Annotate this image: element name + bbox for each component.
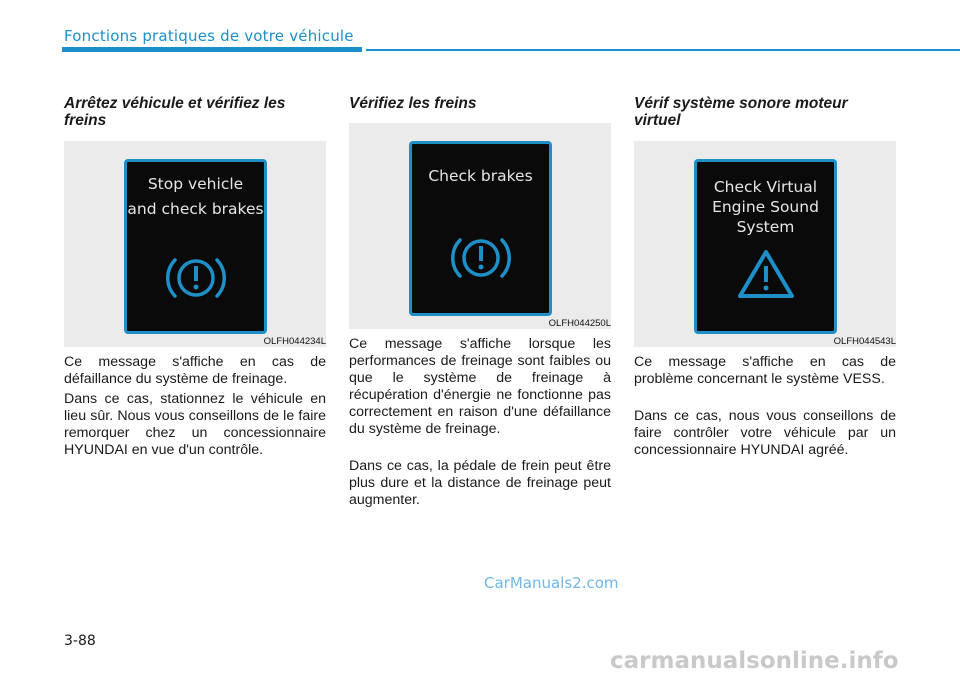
brake-warning-icon — [165, 252, 227, 304]
header-title: Fonctions pratiques de votre véhicule — [64, 27, 354, 45]
warning-triangle-icon — [736, 248, 796, 300]
page-number: 3-88 — [64, 633, 96, 649]
display-line: System — [736, 218, 795, 236]
paragraph: Dans ce cas, nous vous conseillons de faire contrôler votre véhicule par un concessionnaire HYUNDAI agréé. — [634, 408, 896, 458]
figure — [64, 141, 326, 347]
section-heading: Vérifiez les freins — [349, 95, 477, 112]
paragraph: Ce message s'affiche lorsque les performances de freinage sont faibles ou que le système de freinage à récupération d'énergie ne fonctionne pas correctement en raison d'une défaillance du système de freinage. — [349, 336, 611, 437]
figure-code: OLFH044543L — [833, 336, 896, 347]
display-line: Engine Sound — [712, 198, 819, 216]
paragraph: Ce message s'affiche en cas de défaillance du système de freinage. — [64, 354, 326, 387]
watermark: CarManuals2.com — [484, 574, 619, 592]
display-line: Stop vehicle — [147, 175, 244, 193]
figure-code: OLFH044250L — [548, 318, 611, 329]
footer-watermark: carmanualsonline.info — [610, 648, 899, 674]
figure-code: OLFH044234L — [263, 336, 326, 347]
cluster-display — [409, 141, 552, 316]
brake-warning-icon — [450, 232, 512, 284]
figure — [634, 141, 896, 347]
display-line: and check brakes — [127, 200, 264, 218]
figure — [349, 123, 611, 329]
cluster-display — [694, 159, 837, 334]
section-heading: Arrêtez véhicule et vérifiez les freins — [64, 95, 286, 129]
section-heading: Vérif système sonore moteur virtuel — [634, 95, 848, 129]
display-line: Check Virtual — [713, 178, 818, 196]
paragraph: Ce message s'affiche en cas de problème concernant le système VESS. — [634, 354, 896, 387]
display-line: Check brakes — [428, 167, 533, 185]
paragraph: Dans ce cas, la pédale de frein peut être plus dure et la distance de freinage peut augmenter. — [349, 458, 611, 508]
header-bar — [62, 47, 362, 52]
cluster-display — [124, 159, 267, 334]
header-line — [366, 49, 960, 51]
paragraph: Dans ce cas, stationnez le véhicule en lieu sûr. Nous vous conseillons de le faire remorquer chez un concessionnaire HYUNDAI en vue d'un contrôle. — [64, 391, 326, 458]
